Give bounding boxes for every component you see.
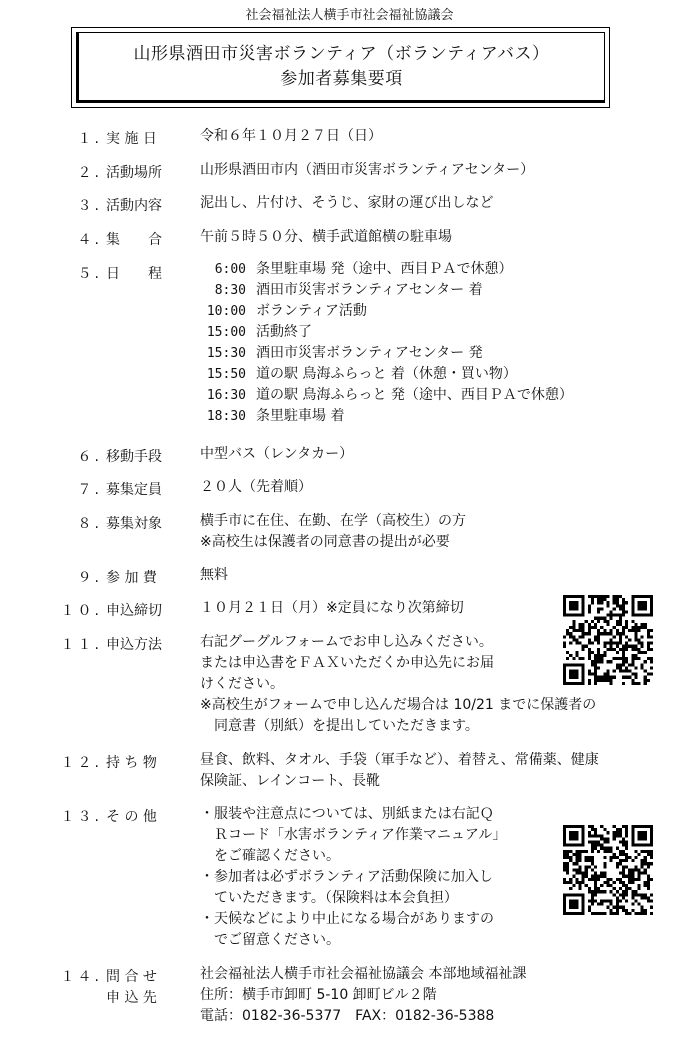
item-label-3: 活動内容 (106, 198, 162, 214)
item-value-6-line1: 中型バス（レンタカー） (200, 446, 354, 462)
item-value-13-line4: ・参加者は必ずボランティア活動保険に加入し (200, 869, 493, 885)
item-value-14-line1: 社会福祉法人横手市社会福祉協議会 本部地域福祉課 (200, 966, 527, 982)
schedule-list (200, 259, 573, 427)
schedule-row: 15:50 道の駅 鳥海ふらっと 着（休憩・買い物） (206, 366, 517, 382)
item-label-12: 持 ち 物 (106, 755, 157, 771)
item-label-13: そ の 他 (106, 809, 157, 825)
item-value-13-line1: ・服装や注意点については、別紙または右記Ｑ (200, 806, 494, 822)
item-label-1: 実 施 日 (106, 131, 157, 147)
schedule-row: 8:30 酒田市災害ボランティアセンター 着 (214, 282, 483, 298)
item-label-7: 募集定員 (106, 482, 162, 498)
item-value-12-line1: 昼食、飲料、タオル、手袋（軍手など）、着替え、常備薬、健康 (200, 752, 599, 768)
item-value-7-line1: ２０人（先着順） (200, 479, 312, 495)
item-label-6: 移動手段 (106, 449, 162, 465)
item-number-2: ２. (77, 165, 102, 181)
item-number-5: ５. (77, 266, 102, 282)
item-value-11-line3: けください。 (200, 676, 284, 692)
item-value-8-line1: 横手市に在住、在勤、在学（高校生）の方 (200, 513, 466, 529)
schedule-row: 10:00 ボランティア活動 (206, 303, 367, 319)
title-inner (76, 32, 605, 103)
item-value-12-line2: 保険証、レインコート、長靴 (200, 773, 381, 789)
item-value-13-line3: をご確認ください。 (200, 848, 340, 864)
item-number-1: １. (77, 131, 102, 147)
item-number-4: ４. (77, 232, 102, 248)
qr-code-icon[interactable] (563, 595, 653, 685)
item-value-11-line2: または申込書をＦＡＸいただくか申込先にお届 (200, 655, 494, 671)
schedule-row: 16:30 道の駅 鳥海ふらっと 発（途中、西目ＰＡで休憩） (206, 387, 573, 403)
item-value-11-line4: ※高校生がフォームで申し込んだ場合は 10/21 までに保護者の (200, 697, 597, 713)
item-number-9: ９. (77, 570, 102, 586)
item-value-13-line7: でご留意ください。 (200, 932, 340, 948)
item-label-14b: 申 込 先 (106, 990, 157, 1006)
title-box (71, 27, 610, 108)
item-value-14-line3: 電話：0182-36-5377 FAX：0182-36-5388 (200, 1008, 495, 1024)
item-value-9-line1: 無料 (200, 567, 228, 583)
item-value-3-line1: 泥出し、片付け、そうじ、家財の運び出しなど (200, 195, 494, 211)
item-value-13-line2: Ｒコード「水害ボランティア作業マニュアル」 (200, 827, 507, 843)
item-number-3: ３. (77, 198, 102, 214)
qr-code-icon[interactable] (563, 825, 653, 915)
item-number-14: １４. (60, 969, 102, 985)
item-label-5: 日 程 (106, 266, 162, 282)
item-number-6: ６. (77, 449, 102, 465)
page-title-line1: 山形県酒田市災害ボランティア（ボランティアバス） (133, 43, 550, 64)
item-value-2-line1: 山形県酒田市内（酒田市災害ボランティアセンター） (200, 162, 535, 178)
item-label-14: 問 合 せ (106, 969, 157, 985)
item-value-13-line5: ていただきます。（保険料は本会負担） (200, 890, 458, 906)
item-label-8: 募集対象 (106, 516, 162, 532)
item-label-2: 活動場所 (106, 165, 162, 181)
schedule-row: 15:30 酒田市災害ボランティアセンター 発 (206, 345, 483, 361)
item-value-10-line1: １０月２１日（月）※定員になり次第締切 (200, 600, 464, 616)
item-label-9: 参 加 費 (106, 570, 157, 586)
item-label-10: 申込締切 (106, 603, 162, 619)
item-value-11-line5: 同意書（別紙）を提出していただきます。 (200, 718, 479, 734)
item-value-8-line2: ※高校生は保護者の同意書の提出が必要 (200, 534, 450, 550)
item-number-7: ７. (77, 482, 102, 498)
item-number-10: １０. (60, 603, 102, 619)
item-label-4: 集 合 (106, 232, 162, 248)
schedule-row: 15:00 活動終了 (206, 324, 312, 340)
item-label-11: 申込方法 (106, 637, 162, 653)
item-number-8: ８. (77, 516, 102, 532)
schedule-row: 18:30 条里駐車場 着 (206, 408, 345, 424)
organization-header: 社会福祉法人横手市社会福祉協議会 (245, 8, 454, 23)
item-value-13-line6: ・天候などにより中止になる場合がありますの (200, 911, 494, 927)
item-value-1-line1: 令和６年１０月２７日（日） (200, 128, 382, 144)
item-value-11-line1: 右記グーグルフォームでお申し込みください。 (200, 634, 493, 650)
item-number-12: １２. (60, 755, 102, 771)
item-number-11: １１. (60, 637, 102, 653)
item-value-14-line2: 住所：横手市卸町 5-10 卸町ビル２階 (200, 987, 437, 1003)
schedule-row: 6:00 条里駐車場 発（途中、西目ＰＡで休憩） (214, 261, 513, 277)
item-number-13: １３. (60, 809, 102, 825)
item-value-4-line1: 午前５時５０分、横手武道館横の駐車場 (200, 229, 452, 245)
page-title-line2: 参加者募集要項 (280, 68, 403, 89)
